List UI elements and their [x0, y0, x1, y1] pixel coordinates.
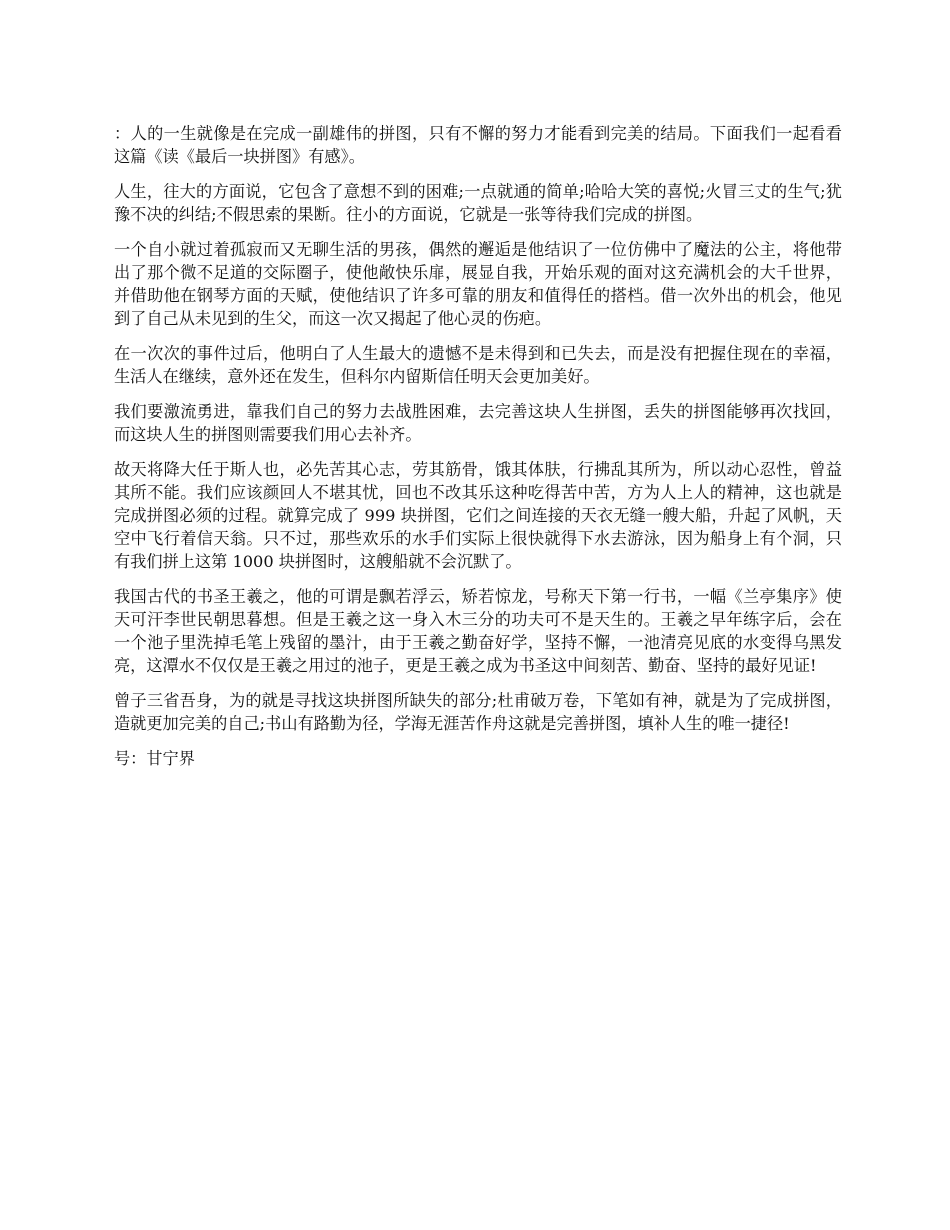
paragraph-signature: 号：甘宁界	[114, 749, 195, 768]
paragraph-courage: 我们要激流勇进，靠我们自己的努力去战胜困难，去完善这块人生拼图，丢失的拼图能够再次找回，而这块人生的拼图则需要我们用心去补齐。	[114, 402, 842, 444]
paragraph-wang-xizhi: 我国古代的书圣王羲之，他的可谓是飘若浮云，矫若惊龙，号称天下第一行书，一幅《兰亭集序》使天可汗李世民朝思暮想。但是王羲之这一身入木三分的功夫可不是天生的。王羲之早年练字后，会在一个池子里洗掉毛笔上残留的墨汁，由于王羲之勤奋好学，坚持不懈，一池清亮见底的水变得乌黑发亮，这潭水不仅仅是王羲之用过的池子，更是王羲之成为书圣这中间刻苦、勤奋、坚持的最好见证!	[114, 587, 842, 675]
paragraph-life: 人生，往大的方面说，它包含了意想不到的困难;一点就通的简单;哈哈大笑的喜悦;火冒三丈的生气;犹豫不决的纠结;不假思索的果断。往小的方面说，它就是一张等待我们完成的拼图。	[114, 182, 842, 224]
document-body	[114, 122, 842, 782]
paragraph-hardship: 故天将降大任于斯人也，必先苦其心志，劳其筋骨，饿其体肤，行拂乱其所为，所以动心忍性，曾益其所不能。我们应该颜回人不堪其忧，回也不改其乐这种吃得苦中苦，方为人上人的精神，这也就是完成拼图必须的过程。就算完成了 999 块拼图，它们之间连接的天衣无缝一艘大船，升起了风帆，天空中飞行着信天翁。只不过，那些欢乐的水手们实际上很快就得下水去游泳，因为船身上有个洞，只有我们拼上这第 1000 块拼图时，这艘船就不会沉默了。	[114, 460, 842, 571]
paragraph-regret: 在一次次的事件过后，他明白了人生最大的遗憾不是未得到和已失去，而是没有把握住现在的幸福，生活人在继续，意外还在发生，但科尔内留斯信任明天会更加美好。	[114, 344, 842, 386]
paragraph-conclusion: 曾子三省吾身，为的就是寻找这块拼图所缺失的部分;杜甫破万卷，下笔如有神，就是为了完成拼图，造就更加完美的自己;书山有路勤为径，学海无涯苦作舟这就是完善拼图，填补人生的唯一捷径!	[114, 691, 842, 733]
paragraph-intro: ：人的一生就像是在完成一副雄伟的拼图，只有不懈的努力才能看到完美的结局。下面我们一起看看这篇《读《最后一块拼图》有感》。	[114, 124, 842, 166]
paragraph-boy-story: 一个自小就过着孤寂而又无聊生活的男孩，偶然的邂逅是他结识了一位仿佛中了魔法的公主，将他带出了那个微不足道的交际圈子，使他敞快乐扉，展显自我，开始乐观的面对这充满机会的大千世界，并借助他在钢琴方面的天赋，使他结识了许多可靠的朋友和值得任的搭档。借一次外出的机会，他见到了自己从未见到的生父，而这一次又揭起了他心灵的伤疤。	[114, 240, 842, 328]
